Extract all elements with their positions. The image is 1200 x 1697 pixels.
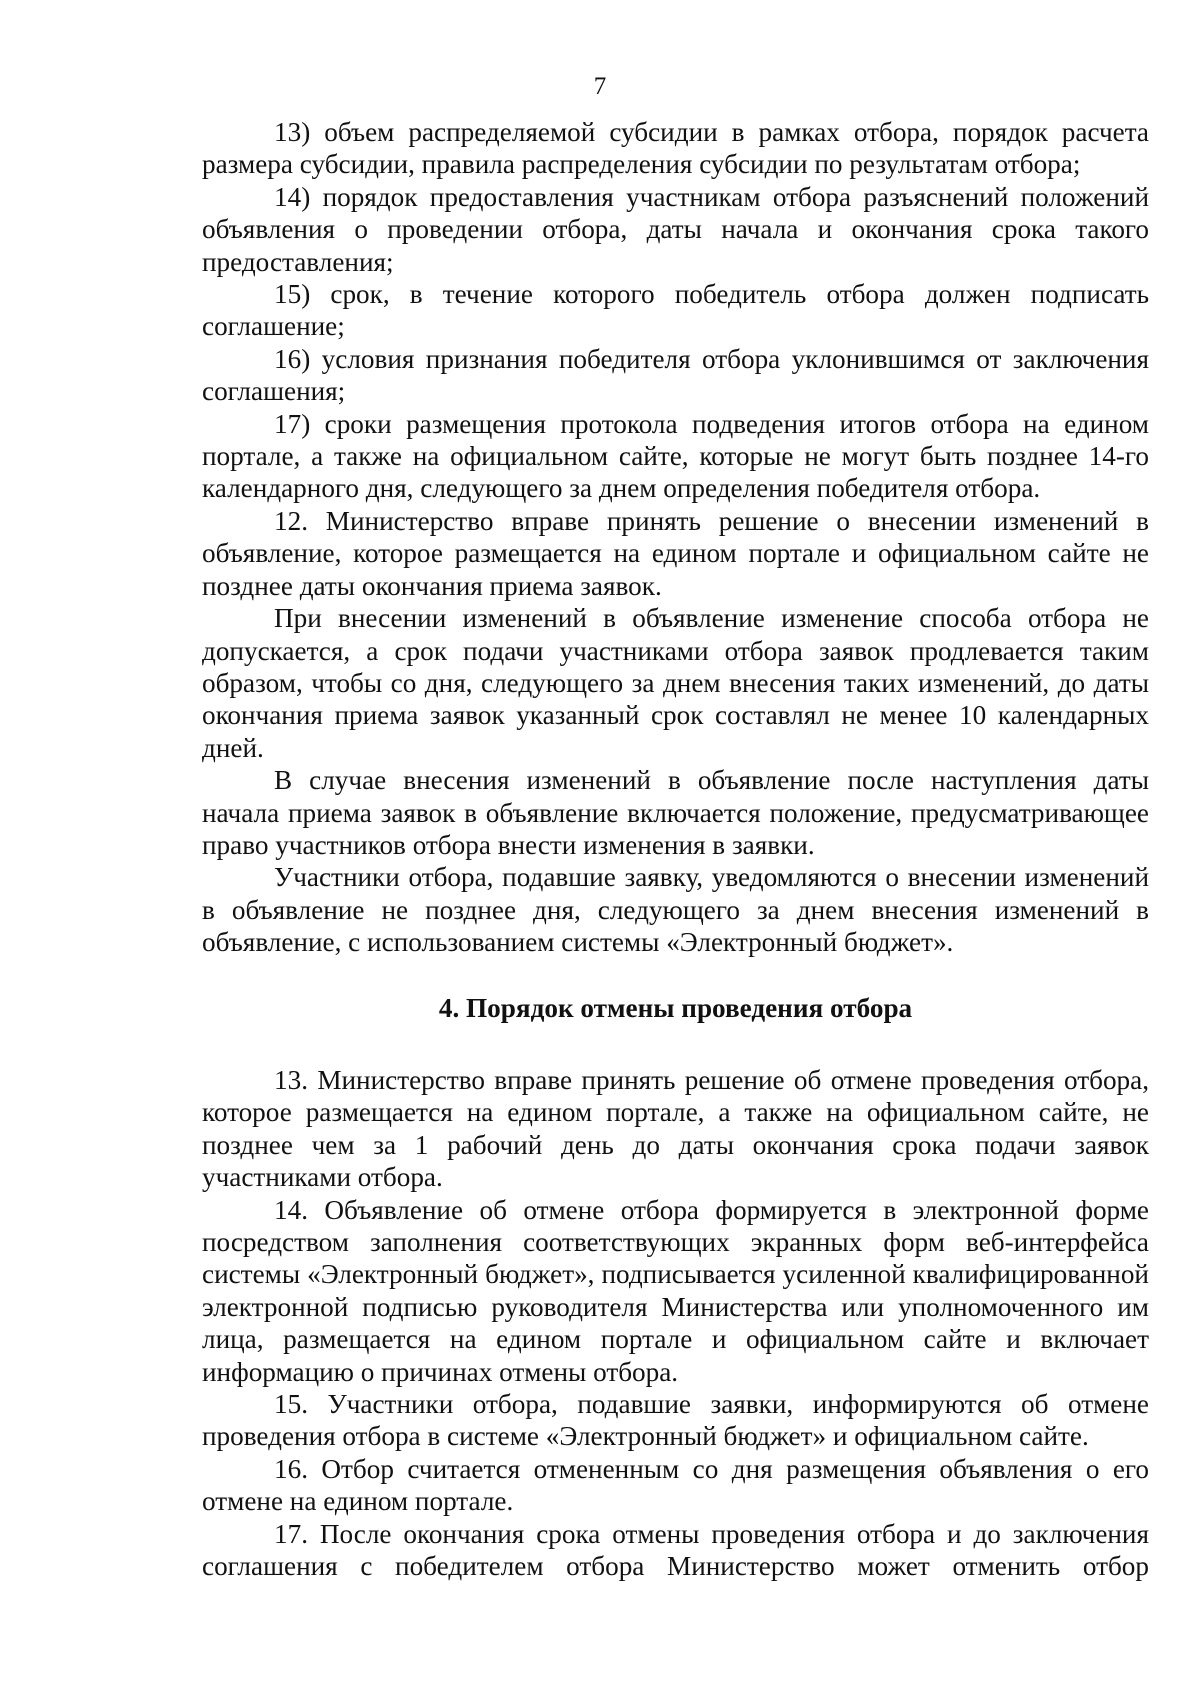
list-item-17: 17) сроки размещения протокола подведения итогов отбора на едином портале, а также на официальном сайте, которые не могут быть позднее 14-го календарного дня, следующего за днем определения победителя отбора. (202, 408, 1149, 504)
list-item-15: 15) срок, в течение которого победитель отбора должен подписать соглашение; (202, 279, 1149, 342)
clause-15: 15. Участники отбора, подавшие заявки, информируются об отмене проведения отбора в системе «Электронный бюджет» и официальном сайте. (202, 1389, 1149, 1452)
section-heading: 4. Порядок отмены проведения отбора (438, 992, 913, 1023)
document-body (202, 116, 1149, 1582)
clause-16: 16. Отбор считается отмененным со дня размещения объявления о его отмене на едином портале. (202, 1453, 1149, 1517)
clause-13: 13. Министерство вправе принять решение об отмене проведения отбора, которое размещается на едином портале, а также на официальном сайте, не позднее чем за 1 рабочий день до даты окончания срока подачи заявок участниками отбора. (202, 1064, 1149, 1193)
clause-12-changes: При внесении изменений в объявление изменение способа отбора не допускается, а срок подачи участниками отбора заявок продлевается таким образом, чтобы со дня, следующего за днем внесения таких изменений, до даты окончания приема заявок указанный срок составлял не менее 10 календарных дней. (202, 603, 1149, 763)
clause-12-start-date: В случае внесения изменений в объявление после наступления даты начала приема заявок в объявление включается положение, предусматривающее право участников отбора внести изменения в заявки. (202, 765, 1149, 860)
list-item-16: 16) условия признания победителя отбора уклонившимся от заключения соглашения; (202, 343, 1149, 407)
page-number: 7 (593, 73, 607, 100)
clause-14: 14. Объявление об отмене отбора формируется в электронной форме посредством заполнения соответствующих экранных форм веб-интерфейса системы «Электронный бюджет», подписывается усиленной квалифицированной электронной подписью руководителя Министерства или уполномоченного им лица, размещается на едином портале и официальном сайте и включает информацию о причинах отмены отбора. (202, 1194, 1149, 1387)
clause-17: 17. После окончания срока отмены проведения отбора и до заключения соглашения с победителем отбора Министерство может отменить отбор (202, 1518, 1149, 1582)
clause-12: 12. Министерство вправе принять решение о внесении изменений в объявление, которое размещается на едином портале и официальном сайте не позднее даты окончания приема заявок. (202, 505, 1149, 601)
clause-12-notification: Участники отбора, подавшие заявку, уведомляются о внесении изменений в объявление не позднее дня, следующего за днем внесения изменений в объявление, с использованием системы «Электронный бюджет». (202, 862, 1149, 958)
list-item-14: 14) порядок предоставления участникам отбора разъяснений положений объявления о проведении отбора, даты начала и окончания срока такого предоставления; (202, 181, 1149, 277)
list-item-13: 13) объем распределяемой субсидии в рамках отбора, порядок расчета размера субсидии, правила распределения субсидии по результатам отбора; (202, 117, 1149, 180)
